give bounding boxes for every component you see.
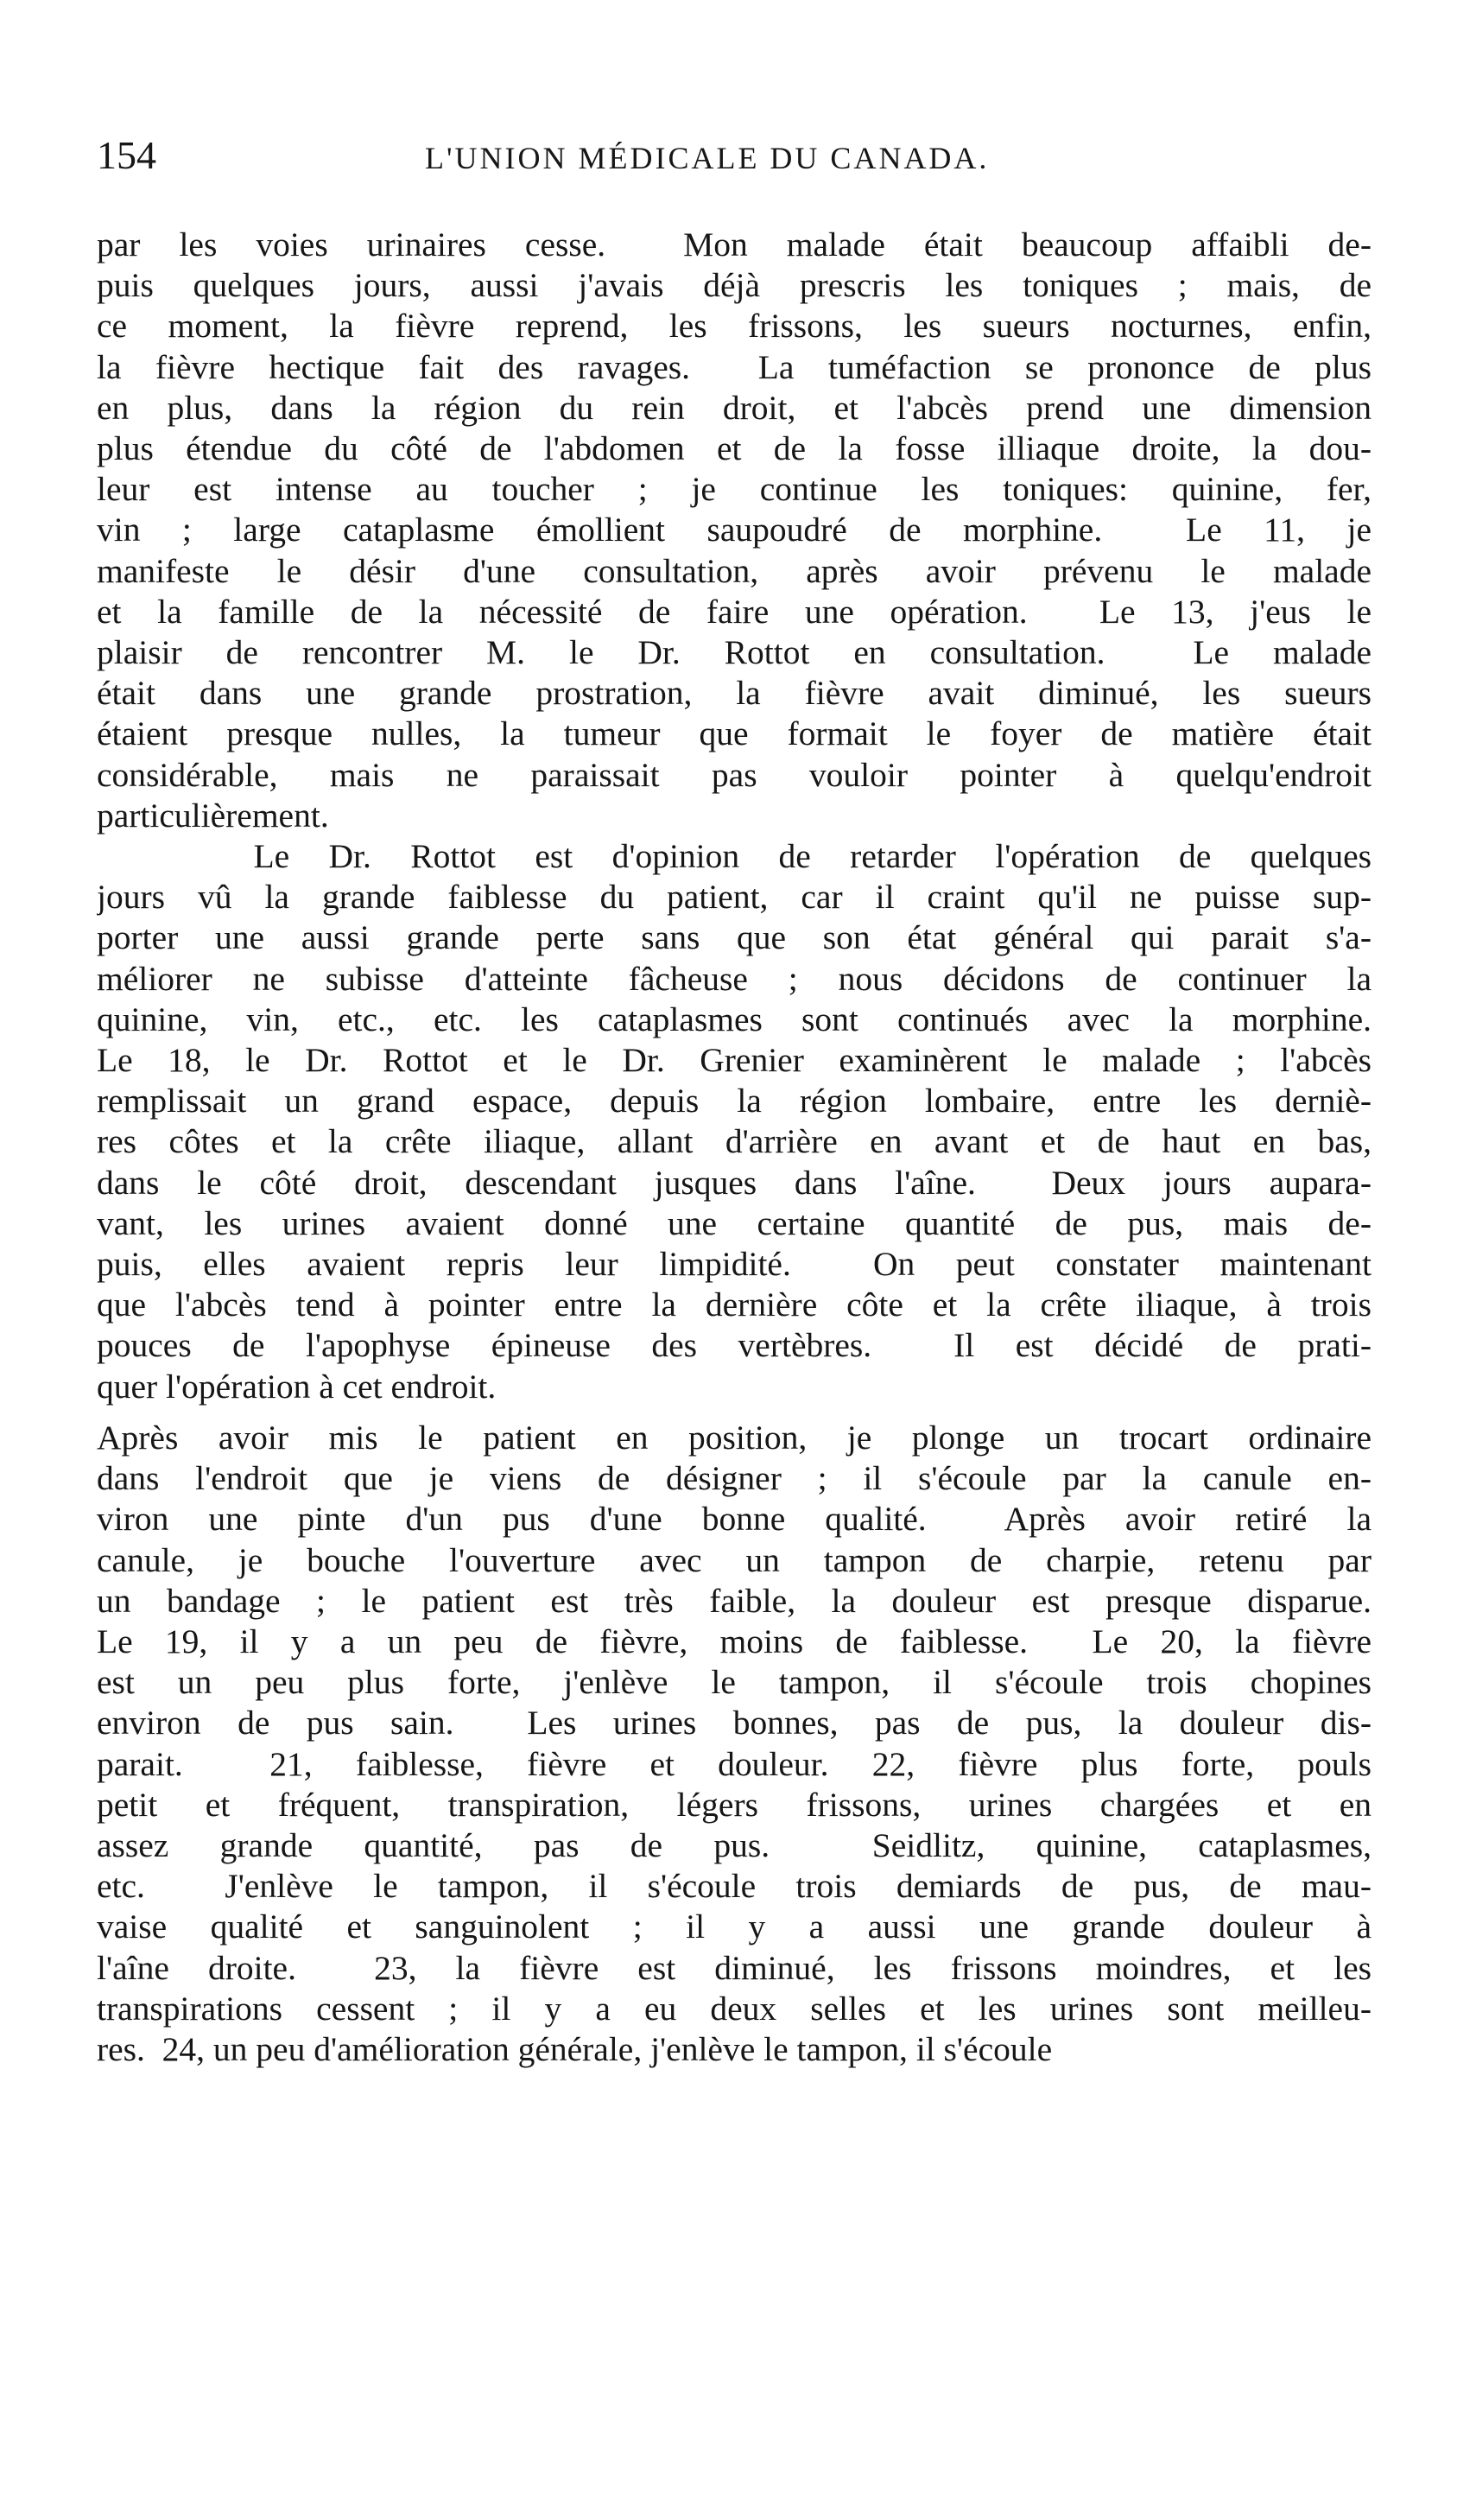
text-line: vaise qualité et sanguinolent ; il y a aussi une grande douleur à: [97, 1907, 1371, 1946]
text-line: plus étendue du côté de l'abdomen et de la fosse illiaque droite, la dou-: [97, 429, 1371, 468]
text-line: un bandage ; le patient est très faible, la douleur est presque disparue.: [97, 1581, 1371, 1620]
text-line: res côtes et la crête iliaque, allant d'arrière en avant et de haut en bas,: [97, 1122, 1371, 1161]
text-line: ce moment, la fièvre reprend, les frissons, les sueurs nocturnes, enfin,: [97, 307, 1371, 346]
text-line: considérable, mais ne paraissait pas vouloir pointer à quelqu'endroit: [97, 755, 1371, 794]
paragraph-spacer: [97, 1407, 1371, 1418]
text-line: quinine, vin, etc., etc. les cataplasmes sont continués avec la morphine.: [97, 1000, 1371, 1038]
text-line: puis quelques jours, aussi j'avais déjà prescris les toniques ; mais, de: [97, 266, 1371, 305]
text-line: dans le côté droit, descendant jusques dans l'aîne. Deux jours aupara-: [97, 1163, 1371, 1202]
text-line: jours vû la grande faiblesse du patient, car il craint qu'il ne puisse sup-: [97, 878, 1371, 917]
paragraph: [97, 836, 1371, 1407]
text-line: puis, elles avaient repris leur limpidité. On peut constater maintenant: [97, 1245, 1371, 1284]
journal-title: L'UNION MÉDICALE DU CANADA.: [425, 141, 990, 175]
paragraph: [97, 225, 1371, 836]
text-line: dans l'endroit que je viens de désigner ; il s'écoule par la canule en-: [97, 1459, 1371, 1498]
text-line: vin ; large cataplasme émollient saupoudré de morphine. Le 11, je: [97, 511, 1371, 549]
text-line: assez grande quantité, pas de pus. Seidlitz, quinine, cataplasmes,: [97, 1825, 1371, 1864]
text-line: canule, je bouche l'ouverture avec un tampon de charpie, retenu par: [97, 1540, 1371, 1579]
text-line: transpirations cessent ; il y a eu deux selles et les urines sont meilleu-: [97, 1989, 1371, 2028]
text-line: par les voies urinaires cesse. Mon malade était beaucoup affaibli de-: [97, 225, 1371, 263]
text-line: parait. 21, faiblesse, fièvre et douleur. 22, fièvre plus forte, pouls: [97, 1744, 1371, 1783]
text-line: Après avoir mis le patient en position, je plonge un trocart ordinaire: [97, 1418, 1371, 1457]
text-line: la fièvre hectique fait des ravages. La tuméfaction se prononce de plus: [97, 347, 1371, 386]
text-line: plaisir de rencontrer M. le Dr. Rottot en consultation. Le malade: [97, 633, 1371, 672]
text-line: est un peu plus forte, j'enlève le tampon, il s'écoule trois chopines: [97, 1663, 1371, 1702]
text-line: etc. J'enlève le tampon, il s'écoule trois demiards de pus, de mau-: [97, 1867, 1371, 1906]
text-line: quer l'opération à cet endroit.: [97, 1367, 497, 1406]
text-line: méliorer ne subisse d'atteinte fâcheuse ; nous décidons de continuer la: [97, 959, 1371, 998]
text-line: Le Dr. Rottot est d'opinion de retarder l'opération de quelques: [97, 837, 1371, 876]
text-line: Le 19, il y a un peu de fièvre, moins de faiblesse. Le 20, la fièvre: [97, 1622, 1371, 1660]
text-line: environ de pus sain. Les urines bonnes, pas de pus, la douleur dis-: [97, 1704, 1371, 1742]
text-line: était dans une grande prostration, la fièvre avait diminué, les sueurs: [97, 674, 1371, 713]
text-line: et la famille de la nécessité de faire une opération. Le 13, j'eus le: [97, 592, 1371, 631]
running-head: [97, 130, 1371, 181]
text-line: viron une pinte d'un pus d'une bonne qualité. Après avoir retiré la: [97, 1500, 1371, 1539]
text-line: petit et fréquent, transpiration, légers frissons, urines chargées et en: [97, 1785, 1371, 1824]
text-line: leur est intense au toucher ; je continue les toniques: quinine, fer,: [97, 470, 1371, 509]
text-line: Le 18, le Dr. Rottot et le Dr. Grenier examinèrent le malade ; l'abcès: [97, 1041, 1371, 1080]
text-line: porter une aussi grande perte sans que son état général qui parait s'a-: [97, 918, 1371, 957]
text-line: étaient presque nulles, la tumeur que formait le foyer de matière était: [97, 714, 1371, 753]
article-body: [97, 225, 1371, 2070]
page-number: 154: [97, 133, 156, 177]
paragraph: [97, 1418, 1371, 2070]
text-line: remplissait un grand espace, depuis la région lombaire, entre les derniè-: [97, 1082, 1371, 1120]
text-line: que l'abcès tend à pointer entre la dernière côte et la crête iliaque, à trois: [97, 1285, 1371, 1324]
text-line: particulièrement.: [97, 796, 329, 835]
text-line: en plus, dans la région du rein droit, et l'abcès prend une dimension: [97, 388, 1371, 427]
text-line: pouces de l'apophyse épineuse des vertèbres. Il est décidé de prati-: [97, 1326, 1371, 1365]
text-line: vant, les urines avaient donné une certaine quantité de pus, mais de-: [97, 1203, 1371, 1242]
text-line: manifeste le désir d'une consultation, après avoir prévenu le malade: [97, 551, 1371, 590]
book-page: [97, 130, 1371, 2068]
text-line: res. 24, un peu d'amélioration générale, j'enlève le tampon, il s'écoule: [97, 2029, 1053, 2068]
text-line: l'aîne droite. 23, la fièvre est diminué, les frissons moindres, et les: [97, 1948, 1371, 1987]
